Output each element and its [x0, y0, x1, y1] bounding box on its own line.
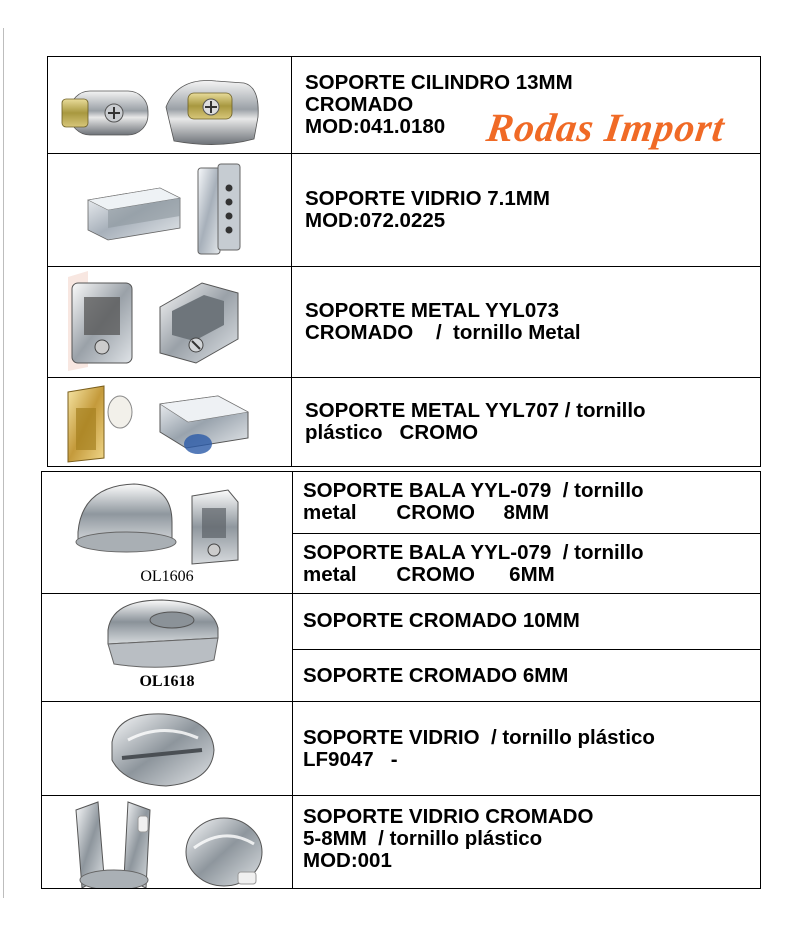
table-row [42, 472, 760, 594]
product-description: SOPORTE BALA YYL-079 / tornillo metal CROMO 6MM [303, 541, 644, 586]
gold-clamp-image [48, 378, 292, 466]
glass-support-image [48, 154, 292, 266]
product-description: SOPORTE CROMADO 6MM [303, 664, 569, 687]
product-code: OL1606 [140, 568, 194, 585]
product-description: SOPORTE CILINDRO 13MM CROMADO MOD:041.0180 [305, 71, 573, 138]
egg-support-image [42, 702, 293, 795]
table-row [42, 702, 760, 796]
page-edge-line [3, 28, 4, 898]
product-description: SOPORTE METAL YYL073 CROMADO / tornillo Metal [305, 299, 581, 344]
chrome-support-image [42, 594, 293, 701]
table-row [48, 378, 760, 466]
product-description: SOPORTE CROMADO 10MM [303, 609, 580, 632]
metal-support-image [48, 267, 292, 377]
cylinder-support-image [48, 57, 292, 153]
table-row [48, 154, 760, 267]
table-row [42, 594, 760, 702]
product-description: SOPORTE VIDRIO CROMADO 5-8MM / tornillo plástico MOD:001 [303, 806, 594, 872]
product-description: SOPORTE BALA YYL-079 / tornillo metal CROMO 8MM [303, 479, 644, 524]
product-description: SOPORTE VIDRIO 7.1MM MOD:072.0225 [305, 187, 550, 232]
table-row [42, 796, 760, 888]
product-description: SOPORTE METAL YYL707 / tornillo plástico CROMO [305, 399, 646, 444]
brand-watermark: Rodas Import [483, 105, 728, 150]
bullet-support-image [42, 472, 293, 593]
product-table-bottom [41, 471, 761, 889]
table-row [48, 267, 760, 378]
clamp-support-image [42, 796, 293, 888]
product-description: SOPORTE VIDRIO / tornillo plástico LF9047 - [303, 725, 655, 771]
product-code: OL1618 [139, 673, 195, 690]
